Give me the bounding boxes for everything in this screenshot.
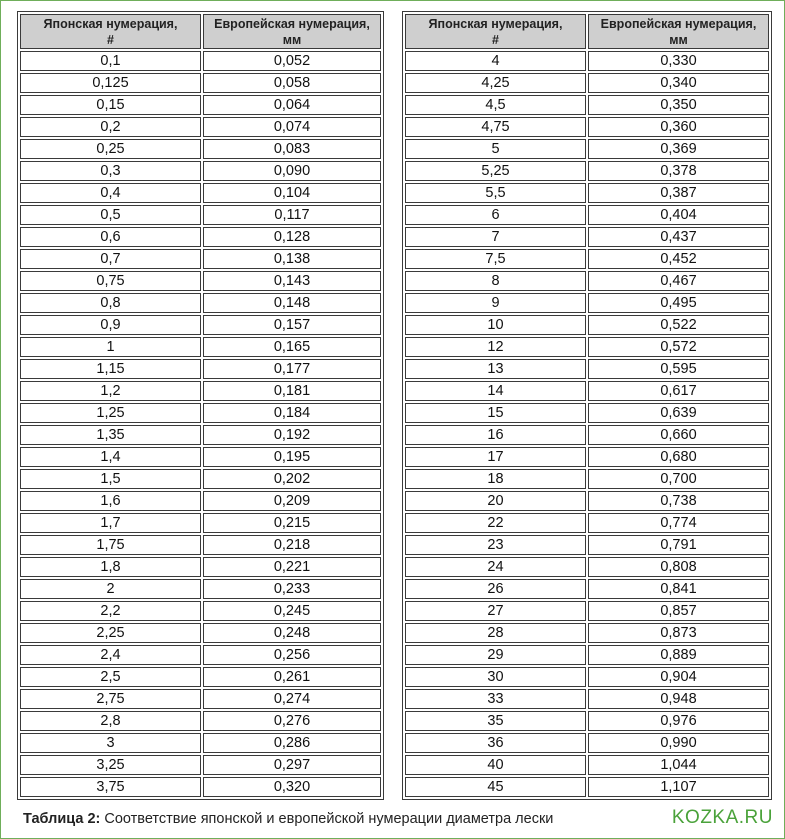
japanese-size-cell: 16 bbox=[405, 425, 586, 445]
european-diameter-cell: 0,595 bbox=[588, 359, 769, 379]
table-row bbox=[20, 535, 381, 555]
japanese-size-cell: 0,7 bbox=[20, 249, 201, 269]
table-row bbox=[405, 271, 769, 291]
table-row bbox=[20, 557, 381, 577]
japanese-size-cell: 2,4 bbox=[20, 645, 201, 665]
japanese-size-cell: 4,5 bbox=[405, 95, 586, 115]
table-row bbox=[20, 205, 381, 225]
european-diameter-cell: 0,215 bbox=[203, 513, 381, 533]
table-row bbox=[20, 447, 381, 467]
european-diameter-cell: 0,195 bbox=[203, 447, 381, 467]
japanese-size-cell: 0,1 bbox=[20, 51, 201, 71]
right-table-body bbox=[405, 51, 769, 797]
japanese-size-cell: 28 bbox=[405, 623, 586, 643]
caption-text: Соответствие японской и европейской нумерации диаметра лески bbox=[100, 811, 554, 827]
table-row bbox=[405, 645, 769, 665]
conversion-table-right bbox=[402, 11, 772, 800]
table-row bbox=[20, 777, 381, 797]
table-row bbox=[20, 579, 381, 599]
table-row bbox=[405, 755, 769, 775]
table-row bbox=[405, 139, 769, 159]
japanese-size-cell: 36 bbox=[405, 733, 586, 753]
european-diameter-cell: 0,857 bbox=[588, 601, 769, 621]
japanese-size-cell: 1,35 bbox=[20, 425, 201, 445]
japanese-size-cell: 0,5 bbox=[20, 205, 201, 225]
japanese-size-cell: 3 bbox=[20, 733, 201, 753]
european-diameter-cell: 0,138 bbox=[203, 249, 381, 269]
table-row bbox=[20, 337, 381, 357]
table-row bbox=[20, 293, 381, 313]
table-row bbox=[20, 139, 381, 159]
european-diameter-cell: 0,245 bbox=[203, 601, 381, 621]
table-row bbox=[20, 711, 381, 731]
table-row bbox=[405, 73, 769, 93]
european-diameter-cell: 0,437 bbox=[588, 227, 769, 247]
european-diameter-cell: 0,064 bbox=[203, 95, 381, 115]
european-diameter-cell: 0,889 bbox=[588, 645, 769, 665]
table-row bbox=[20, 667, 381, 687]
european-diameter-cell: 0,058 bbox=[203, 73, 381, 93]
table-row bbox=[405, 249, 769, 269]
european-diameter-cell: 0,738 bbox=[588, 491, 769, 511]
table-row bbox=[405, 381, 769, 401]
japanese-size-cell: 0,8 bbox=[20, 293, 201, 313]
site-watermark: KOZKA.RU bbox=[671, 807, 773, 828]
table-row bbox=[20, 425, 381, 445]
japanese-size-cell: 1,7 bbox=[20, 513, 201, 533]
japanese-size-cell: 27 bbox=[405, 601, 586, 621]
japanese-size-cell: 5 bbox=[405, 139, 586, 159]
table-row bbox=[20, 755, 381, 775]
european-diameter-cell: 0,165 bbox=[203, 337, 381, 357]
japanese-size-cell: 22 bbox=[405, 513, 586, 533]
japanese-size-cell: 45 bbox=[405, 777, 586, 797]
table-row bbox=[405, 51, 769, 71]
japanese-numbering-header bbox=[405, 14, 586, 49]
japanese-size-cell: 1,4 bbox=[20, 447, 201, 467]
table-row bbox=[20, 95, 381, 115]
european-numbering-header bbox=[203, 14, 381, 49]
japanese-size-cell: 17 bbox=[405, 447, 586, 467]
japanese-size-cell: 4,25 bbox=[405, 73, 586, 93]
european-diameter-cell: 0,387 bbox=[588, 183, 769, 203]
european-header-line2: мм bbox=[282, 32, 302, 47]
european-diameter-cell: 0,320 bbox=[203, 777, 381, 797]
table-row bbox=[405, 579, 769, 599]
european-diameter-cell: 0,181 bbox=[203, 381, 381, 401]
european-diameter-cell: 0,143 bbox=[203, 271, 381, 291]
european-diameter-cell: 0,297 bbox=[203, 755, 381, 775]
japanese-size-cell: 2,2 bbox=[20, 601, 201, 621]
european-diameter-cell: 0,256 bbox=[203, 645, 381, 665]
japanese-size-cell: 5,25 bbox=[405, 161, 586, 181]
european-diameter-cell: 0,117 bbox=[203, 205, 381, 225]
japanese-size-cell: 2,8 bbox=[20, 711, 201, 731]
table-row bbox=[405, 535, 769, 555]
european-diameter-cell: 0,841 bbox=[588, 579, 769, 599]
european-diameter-cell: 0,202 bbox=[203, 469, 381, 489]
table-row bbox=[405, 513, 769, 533]
japanese-size-cell: 5,5 bbox=[405, 183, 586, 203]
table-row bbox=[405, 337, 769, 357]
european-diameter-cell: 0,990 bbox=[588, 733, 769, 753]
japanese-size-cell: 9 bbox=[405, 293, 586, 313]
european-diameter-cell: 0,274 bbox=[203, 689, 381, 709]
european-diameter-cell: 0,360 bbox=[588, 117, 769, 137]
table-row bbox=[20, 315, 381, 335]
european-diameter-cell: 0,572 bbox=[588, 337, 769, 357]
japanese-size-cell: 3,75 bbox=[20, 777, 201, 797]
european-diameter-cell: 0,680 bbox=[588, 447, 769, 467]
japanese-size-cell: 1,25 bbox=[20, 403, 201, 423]
table-row bbox=[20, 601, 381, 621]
japanese-size-cell: 13 bbox=[405, 359, 586, 379]
japanese-size-cell: 26 bbox=[405, 579, 586, 599]
japanese-size-cell: 4 bbox=[405, 51, 586, 71]
european-diameter-cell: 0,209 bbox=[203, 491, 381, 511]
japanese-size-cell: 7,5 bbox=[405, 249, 586, 269]
european-diameter-cell: 0,074 bbox=[203, 117, 381, 137]
table-row bbox=[405, 425, 769, 445]
japanese-size-cell: 15 bbox=[405, 403, 586, 423]
european-header-line1: Европейская нумерация, bbox=[600, 16, 757, 31]
japanese-header-line1: Японская нумерация, bbox=[428, 16, 563, 31]
table-row bbox=[20, 271, 381, 291]
table-row bbox=[20, 51, 381, 71]
table-row bbox=[20, 403, 381, 423]
table-row bbox=[20, 73, 381, 93]
japanese-size-cell: 0,9 bbox=[20, 315, 201, 335]
european-diameter-cell: 0,276 bbox=[203, 711, 381, 731]
table-row bbox=[20, 117, 381, 137]
japanese-size-cell: 33 bbox=[405, 689, 586, 709]
table-row bbox=[405, 161, 769, 181]
european-diameter-cell: 0,233 bbox=[203, 579, 381, 599]
japanese-size-cell: 1,6 bbox=[20, 491, 201, 511]
table-row bbox=[20, 227, 381, 247]
table-row bbox=[20, 381, 381, 401]
japanese-size-cell: 0,4 bbox=[20, 183, 201, 203]
european-diameter-cell: 0,660 bbox=[588, 425, 769, 445]
japanese-size-cell: 20 bbox=[405, 491, 586, 511]
japanese-size-cell: 2,5 bbox=[20, 667, 201, 687]
european-diameter-cell: 0,467 bbox=[588, 271, 769, 291]
japanese-size-cell: 8 bbox=[405, 271, 586, 291]
japanese-size-cell: 10 bbox=[405, 315, 586, 335]
japanese-size-cell: 2,75 bbox=[20, 689, 201, 709]
japanese-size-cell: 3,25 bbox=[20, 755, 201, 775]
conversion-table-left bbox=[17, 11, 384, 800]
european-diameter-cell: 0,350 bbox=[588, 95, 769, 115]
european-diameter-cell: 0,639 bbox=[588, 403, 769, 423]
european-diameter-cell: 0,976 bbox=[588, 711, 769, 731]
japanese-size-cell: 23 bbox=[405, 535, 586, 555]
table-row bbox=[405, 667, 769, 687]
japanese-size-cell: 1 bbox=[20, 337, 201, 357]
table-row bbox=[405, 777, 769, 797]
header-row bbox=[20, 14, 381, 49]
european-diameter-cell: 0,090 bbox=[203, 161, 381, 181]
japanese-size-cell: 0,3 bbox=[20, 161, 201, 181]
table-row bbox=[405, 711, 769, 731]
table-row bbox=[405, 469, 769, 489]
table-row bbox=[20, 183, 381, 203]
japanese-size-cell: 12 bbox=[405, 337, 586, 357]
japanese-size-cell: 35 bbox=[405, 711, 586, 731]
japanese-size-cell: 0,2 bbox=[20, 117, 201, 137]
japanese-size-cell: 18 bbox=[405, 469, 586, 489]
table-row bbox=[20, 623, 381, 643]
japanese-size-cell: 4,75 bbox=[405, 117, 586, 137]
european-diameter-cell: 0,177 bbox=[203, 359, 381, 379]
european-diameter-cell: 0,873 bbox=[588, 623, 769, 643]
european-diameter-cell: 0,378 bbox=[588, 161, 769, 181]
japanese-size-cell: 0,125 bbox=[20, 73, 201, 93]
japanese-size-cell: 7 bbox=[405, 227, 586, 247]
european-diameter-cell: 0,261 bbox=[203, 667, 381, 687]
table-row bbox=[405, 447, 769, 467]
caption-label: Таблица 2: bbox=[23, 811, 101, 827]
table-row bbox=[405, 359, 769, 379]
table-row bbox=[405, 601, 769, 621]
european-diameter-cell: 0,286 bbox=[203, 733, 381, 753]
european-diameter-cell: 1,107 bbox=[588, 777, 769, 797]
japanese-size-cell: 2,25 bbox=[20, 623, 201, 643]
japanese-size-cell: 1,15 bbox=[20, 359, 201, 379]
european-diameter-cell: 0,248 bbox=[203, 623, 381, 643]
european-diameter-cell: 0,700 bbox=[588, 469, 769, 489]
european-diameter-cell: 0,083 bbox=[203, 139, 381, 159]
table-row bbox=[20, 249, 381, 269]
european-diameter-cell: 0,218 bbox=[203, 535, 381, 555]
table-row bbox=[20, 689, 381, 709]
table-row bbox=[405, 733, 769, 753]
japanese-size-cell: 0,15 bbox=[20, 95, 201, 115]
japanese-size-cell: 2 bbox=[20, 579, 201, 599]
european-diameter-cell: 0,404 bbox=[588, 205, 769, 225]
european-diameter-cell: 0,617 bbox=[588, 381, 769, 401]
table-row bbox=[20, 491, 381, 511]
table-caption bbox=[23, 811, 553, 827]
european-diameter-cell: 1,044 bbox=[588, 755, 769, 775]
japanese-header-line2: # bbox=[492, 32, 499, 47]
table-row bbox=[405, 95, 769, 115]
japanese-size-cell: 1,2 bbox=[20, 381, 201, 401]
table-row bbox=[405, 205, 769, 225]
table-row bbox=[20, 645, 381, 665]
table-row bbox=[405, 623, 769, 643]
table-row bbox=[405, 689, 769, 709]
european-diameter-cell: 0,184 bbox=[203, 403, 381, 423]
japanese-size-cell: 1,8 bbox=[20, 557, 201, 577]
european-diameter-cell: 0,808 bbox=[588, 557, 769, 577]
european-diameter-cell: 0,522 bbox=[588, 315, 769, 335]
japanese-size-cell: 1,5 bbox=[20, 469, 201, 489]
european-diameter-cell: 0,774 bbox=[588, 513, 769, 533]
table-row bbox=[405, 117, 769, 137]
table-row bbox=[405, 293, 769, 313]
table-row bbox=[405, 491, 769, 511]
japanese-size-cell: 0,6 bbox=[20, 227, 201, 247]
japanese-size-cell: 0,25 bbox=[20, 139, 201, 159]
japanese-numbering-header bbox=[20, 14, 201, 49]
table-row bbox=[20, 359, 381, 379]
european-diameter-cell: 0,330 bbox=[588, 51, 769, 71]
european-numbering-header bbox=[588, 14, 769, 49]
table-row bbox=[405, 227, 769, 247]
table-row bbox=[20, 161, 381, 181]
japanese-size-cell: 1,75 bbox=[20, 535, 201, 555]
european-diameter-cell: 0,904 bbox=[588, 667, 769, 687]
table-row bbox=[20, 733, 381, 753]
japanese-header-line2: # bbox=[107, 32, 114, 47]
european-diameter-cell: 0,369 bbox=[588, 139, 769, 159]
header-row bbox=[405, 14, 769, 49]
japanese-size-cell: 6 bbox=[405, 205, 586, 225]
japanese-size-cell: 40 bbox=[405, 755, 586, 775]
european-header-line2: мм bbox=[669, 32, 688, 47]
european-diameter-cell: 0,791 bbox=[588, 535, 769, 555]
table-row bbox=[405, 183, 769, 203]
japanese-size-cell: 30 bbox=[405, 667, 586, 687]
japanese-size-cell: 0,75 bbox=[20, 271, 201, 291]
table-row bbox=[20, 469, 381, 489]
table-row bbox=[20, 513, 381, 533]
table-row bbox=[405, 557, 769, 577]
european-diameter-cell: 0,052 bbox=[203, 51, 381, 71]
european-diameter-cell: 0,157 bbox=[203, 315, 381, 335]
european-diameter-cell: 0,452 bbox=[588, 249, 769, 269]
european-diameter-cell: 0,128 bbox=[203, 227, 381, 247]
table-row bbox=[405, 403, 769, 423]
european-diameter-cell: 0,148 bbox=[203, 293, 381, 313]
japanese-size-cell: 14 bbox=[405, 381, 586, 401]
european-diameter-cell: 0,948 bbox=[588, 689, 769, 709]
european-diameter-cell: 0,221 bbox=[203, 557, 381, 577]
japanese-header-line1: Японская нумерация, bbox=[43, 16, 178, 31]
european-diameter-cell: 0,495 bbox=[588, 293, 769, 313]
european-header-line1: Европейская нумерация, bbox=[214, 16, 370, 31]
japanese-size-cell: 24 bbox=[405, 557, 586, 577]
european-diameter-cell: 0,104 bbox=[203, 183, 381, 203]
table-row bbox=[405, 315, 769, 335]
european-diameter-cell: 0,192 bbox=[203, 425, 381, 445]
japanese-size-cell: 29 bbox=[405, 645, 586, 665]
left-table-body bbox=[20, 51, 381, 797]
european-diameter-cell: 0,340 bbox=[588, 73, 769, 93]
